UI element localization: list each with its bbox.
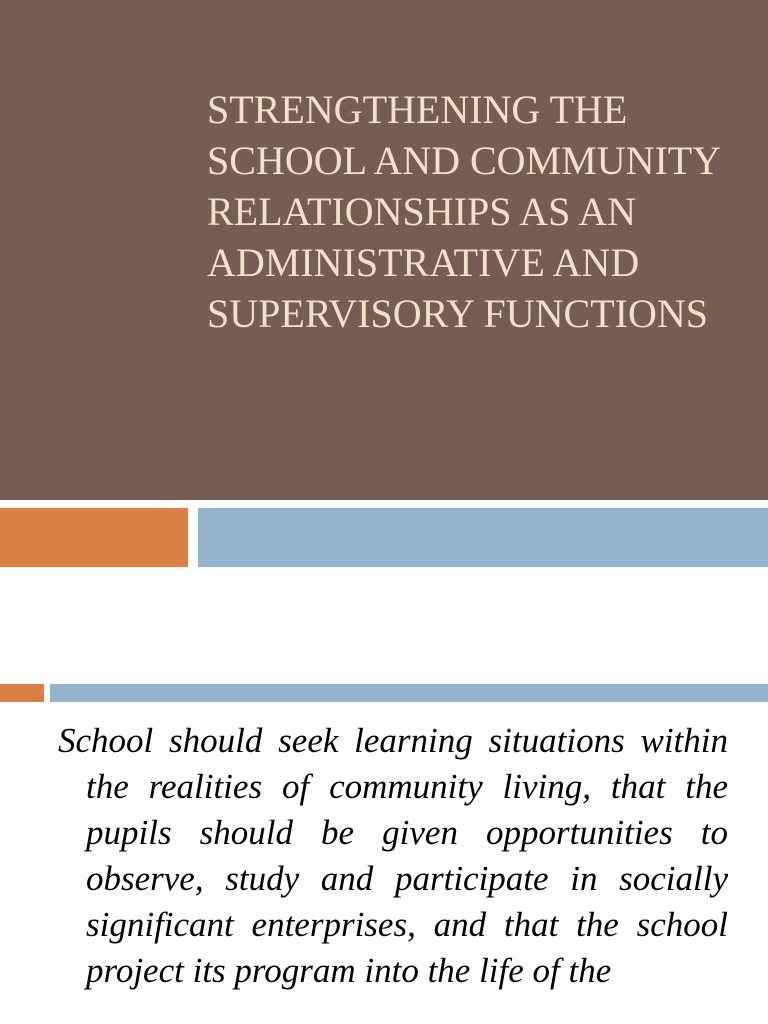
slide2-accent-bar-blue (50, 684, 768, 702)
accent-bar-blue (198, 508, 768, 567)
title-panel (0, 0, 768, 500)
slide2-body-text: School should seek learning situations within the realities of community living, that the pupils should be given opportunities to observe, study and participate in socially significant enterprises, and that the school project its program into the life of the (58, 721, 728, 990)
accent-bar-orange (0, 508, 188, 567)
slide2-accent-bar-orange (0, 684, 44, 702)
slide-title: STRENGTHENING THE SCHOOL AND COMMUNITY RELATIONSHIPS AS AN ADMINISTRATIVE AND SUPERVISORY FUNCTIONS (207, 87, 720, 336)
